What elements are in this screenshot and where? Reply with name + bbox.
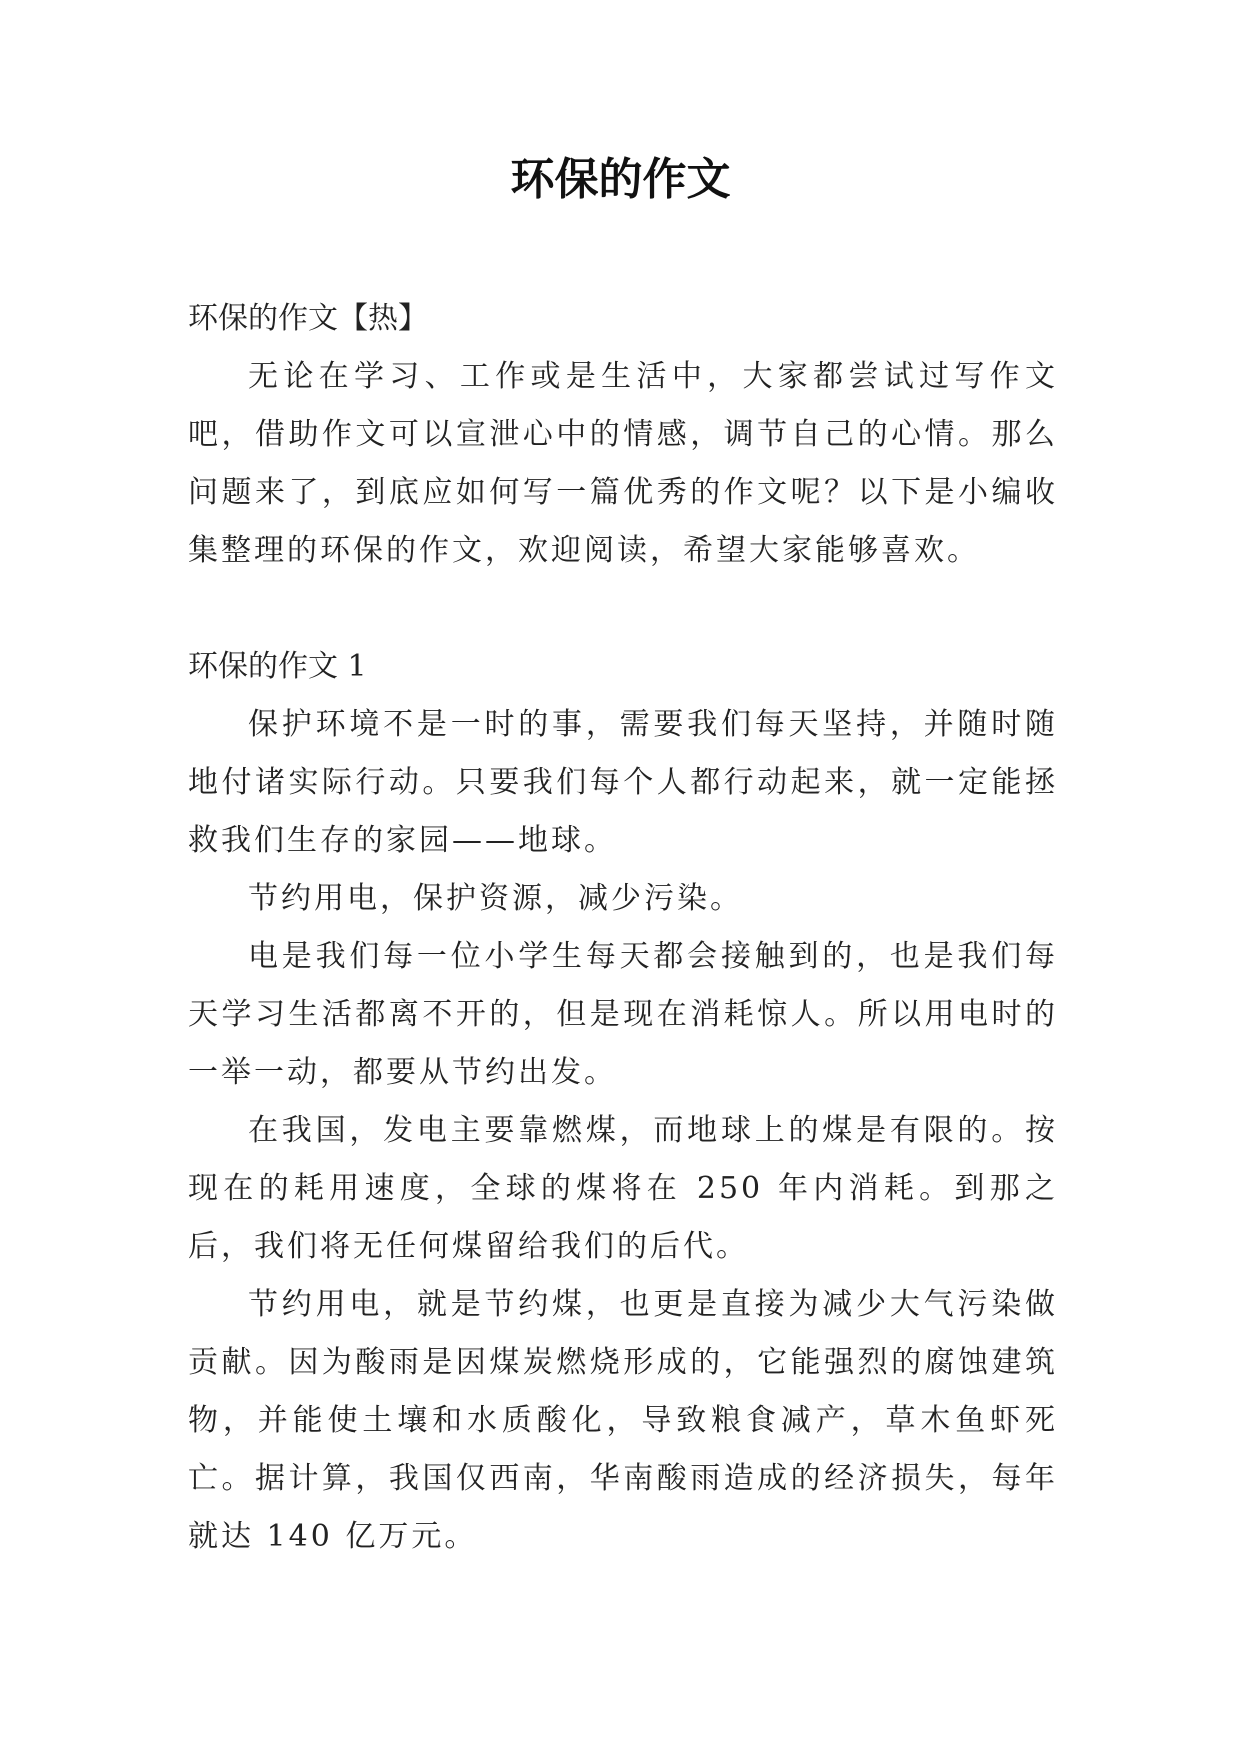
essay-1-paragraph: 节约用电，就是节约煤，也更是直接为减少大气污染做贡献。因为酸雨是因煤炭燃烧形成的，它能强烈的腐蚀建筑物，并能使土壤和水质酸化，导致粮食减产，草木鱼虾死亡。据计算，我国仅西南，华南酸雨造成的经济损失，每年就达 140 亿万元。 — [188, 1287, 1058, 1554]
section-spacer — [188, 580, 1058, 638]
document-body — [188, 290, 1058, 1566]
intro-paragraph: 无论在学习、工作或是生活中，大家都尝试过写作文吧，借助作文可以宣泄心中的情感，调节自己的心情。那么问题来了，到底应如何写一篇优秀的作文呢？以下是小编收集整理的环保的作文，欢迎阅读，希望大家能够喜欢。 — [188, 359, 1058, 568]
essay-1-paragraph: 在我国，发电主要靠燃煤，而地球上的煤是有限的。按现在的耗用速度，全球的煤将在 250 年内消耗。到那之后，我们将无任何煤留给我们的后代。 — [188, 1113, 1058, 1264]
essay-1-paragraph: 节约用电，保护资源，减少污染。 — [248, 881, 743, 916]
essay-1-paragraph: 电是我们每一位小学生每天都会接触到的，也是我们每天学习生活都离不开的，但是现在消耗惊人。所以用电时的一举一动，都要从节约出发。 — [188, 939, 1058, 1090]
document-title: 环保的作文 — [510, 154, 731, 205]
essay-1-paragraph: 保护环境不是一时的事，需要我们每天坚持，并随时随地付诸实际行动。只要我们每个人都行动起来，就一定能拯救我们生存的家园——地球。 — [188, 707, 1058, 858]
essay-1-heading: 环保的作文 1 — [188, 649, 367, 684]
intro-heading: 环保的作文【热】 — [188, 301, 428, 336]
